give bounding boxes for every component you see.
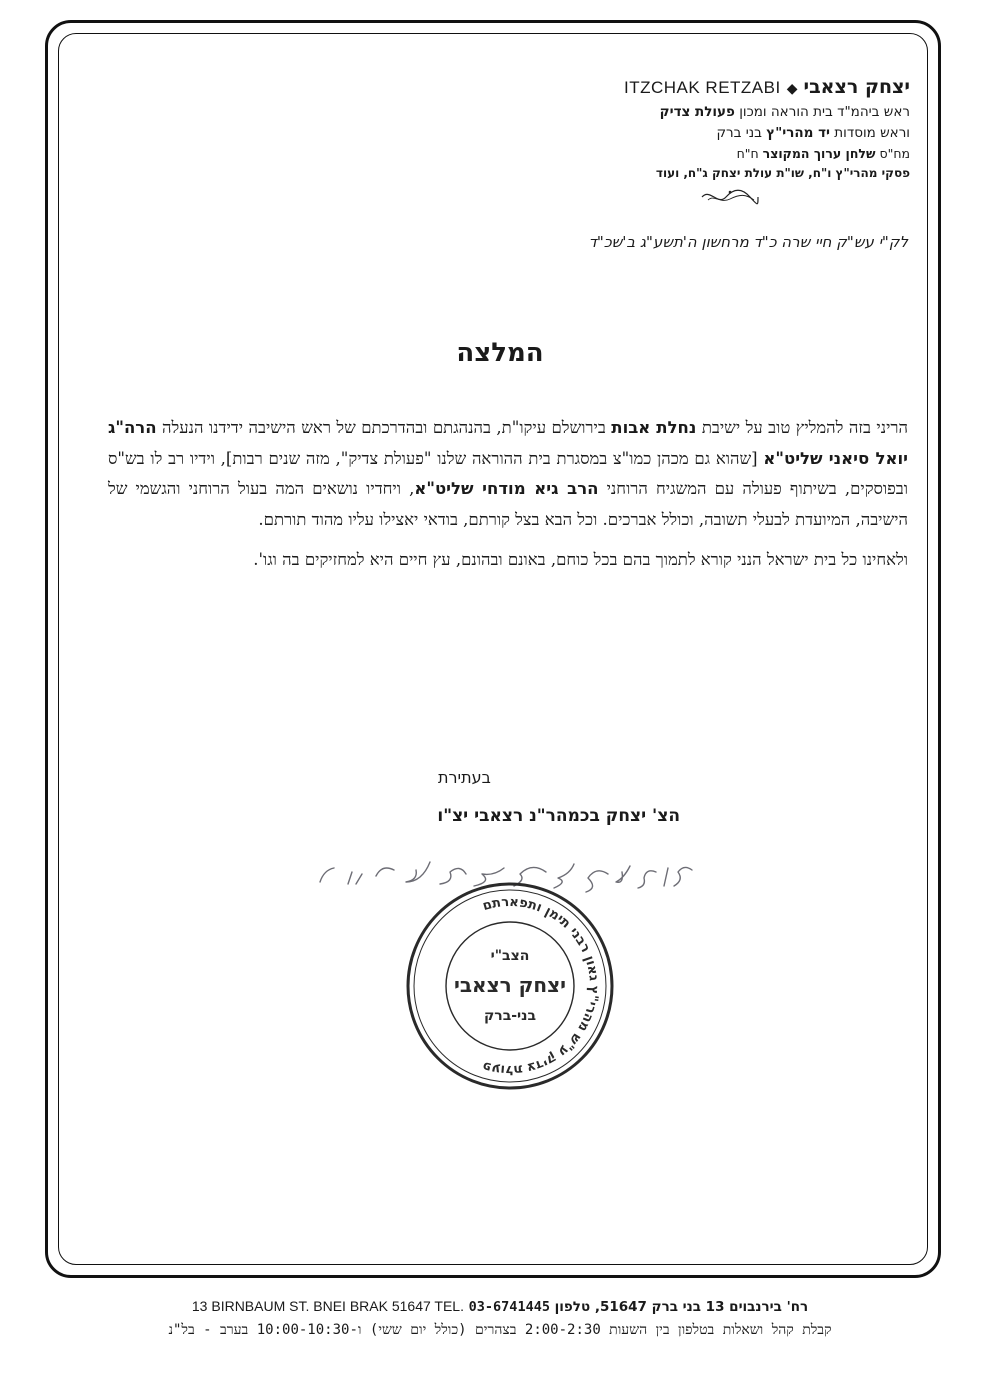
- p1-segment-c: בירושלם עיקו"ת, בהנהגתם ובהדרכתם של ראש הישיבה ידידנו הנעלה: [162, 418, 606, 437]
- letterhead-line-4: פסקי מהרי"ץ ו"ח, שו"ת עולת יצחק ג"ח, ועוד: [655, 166, 910, 180]
- p1-segment-g: , ויחדיו נושאים המה בעול הרוחני והגשמי של הישיבה, המיועדת לבעלי תשובה, וכולל אברכים. וכל הבא בצל קורתם, בודאי יאצילו עליו מהוד תורתם.: [108, 479, 908, 529]
- letterhead-line-3-suffix: ח"ח: [736, 146, 759, 161]
- rosh-yeshiva-name: הרה"ג יואל סיאני שליט"א: [108, 418, 908, 468]
- document-title: המלצה: [456, 338, 544, 368]
- ornament-icon: [700, 186, 760, 208]
- closing-word: בעתירת: [438, 768, 491, 787]
- letter-body: [108, 413, 908, 576]
- stamp-center-bottom: בני-ברק: [483, 1008, 537, 1024]
- letterhead-line-3-prefix: מח"ס: [879, 146, 910, 161]
- letterhead-line-3-bold: שלחן ערוך המקוצר: [762, 146, 876, 161]
- rabbinical-stamp-icon: [404, 880, 616, 1092]
- letterhead-name: [624, 76, 910, 98]
- mashgiach-name: הרב גיא מודחי שליט"א: [414, 479, 599, 498]
- letterhead-line-2: [716, 125, 910, 141]
- footer-phone: 03-6741445: [468, 1299, 550, 1315]
- stamp-center-top: הצב"י: [490, 948, 530, 964]
- stamp-center-name: יצחק רצאבי: [453, 973, 567, 997]
- paragraph-1: [108, 413, 908, 535]
- date-line: לק"י עש"ק חיי שרה כ"ד מרחשון ה'תשע"ג ב'שכ"ד: [588, 233, 908, 251]
- yeshiva-name: נחלת אבות: [611, 418, 697, 437]
- stamp-ring-text: פעולת צדיק ע"ש מהרי"ץ גאון רבני תימן ותפארתם: [480, 894, 602, 1078]
- letterhead-line-1-bold: פעולת צדיק: [659, 104, 735, 120]
- footer-address-hebrew: רח' בירנבוים 13 בני ברק 51647, טלפון: [554, 1299, 809, 1315]
- signature-name: הצ' יצחק בכמהר"נ רצאבי יצ"ו: [437, 806, 680, 826]
- p1-segment-e: [שהוא גם מכהן כמו"צ במסגרת בית ההוראה שלנו "פעולת צדיק", מזה שנים רבות], וידיו רב לו בש"ס ובפוסקים, בשיתוף פעולה עם המשגיח הרוחני: [108, 448, 908, 498]
- footer-hours: קבלת קהל ושאלות בטלפון בין השעות 2:00-2:30 בצהרים (כולל יום ששי) ו-10:00-10:30 בערב - בל"נ: [168, 1322, 832, 1338]
- p1-segment-a: הריני בזה להמליץ טוב על ישיבת: [701, 418, 908, 437]
- name-hebrew: יצחק רצאבי: [803, 76, 910, 98]
- name-english: ITZCHAK RETZABI: [623, 78, 781, 97]
- footer-address: [75, 1298, 925, 1315]
- paragraph-2: ולאחינו כל בית ישראל הנני קורא לתמוך בהם בכל כוחם, באונם ובהונם, עץ חיים היא למחזיקים בה וגו'.: [253, 550, 908, 569]
- letterhead-line-3: [737, 146, 910, 161]
- letterhead-line-2-prefix: וראש מוסדות: [834, 125, 910, 141]
- letterhead-line-1-plain: ראש ביהמ"ד בית הוראה ומכון: [739, 104, 910, 120]
- letterhead-line-1: [660, 104, 910, 120]
- letterhead-line-2-bold: יד מהרי"ץ: [766, 125, 830, 141]
- letterhead-line-2-suffix: בני ברק: [716, 125, 762, 141]
- diamond-icon: ◆: [786, 81, 798, 97]
- footer-address-english: 13 BIRNBAUM ST. BNEI BRAK 51647 TEL.: [191, 1298, 464, 1314]
